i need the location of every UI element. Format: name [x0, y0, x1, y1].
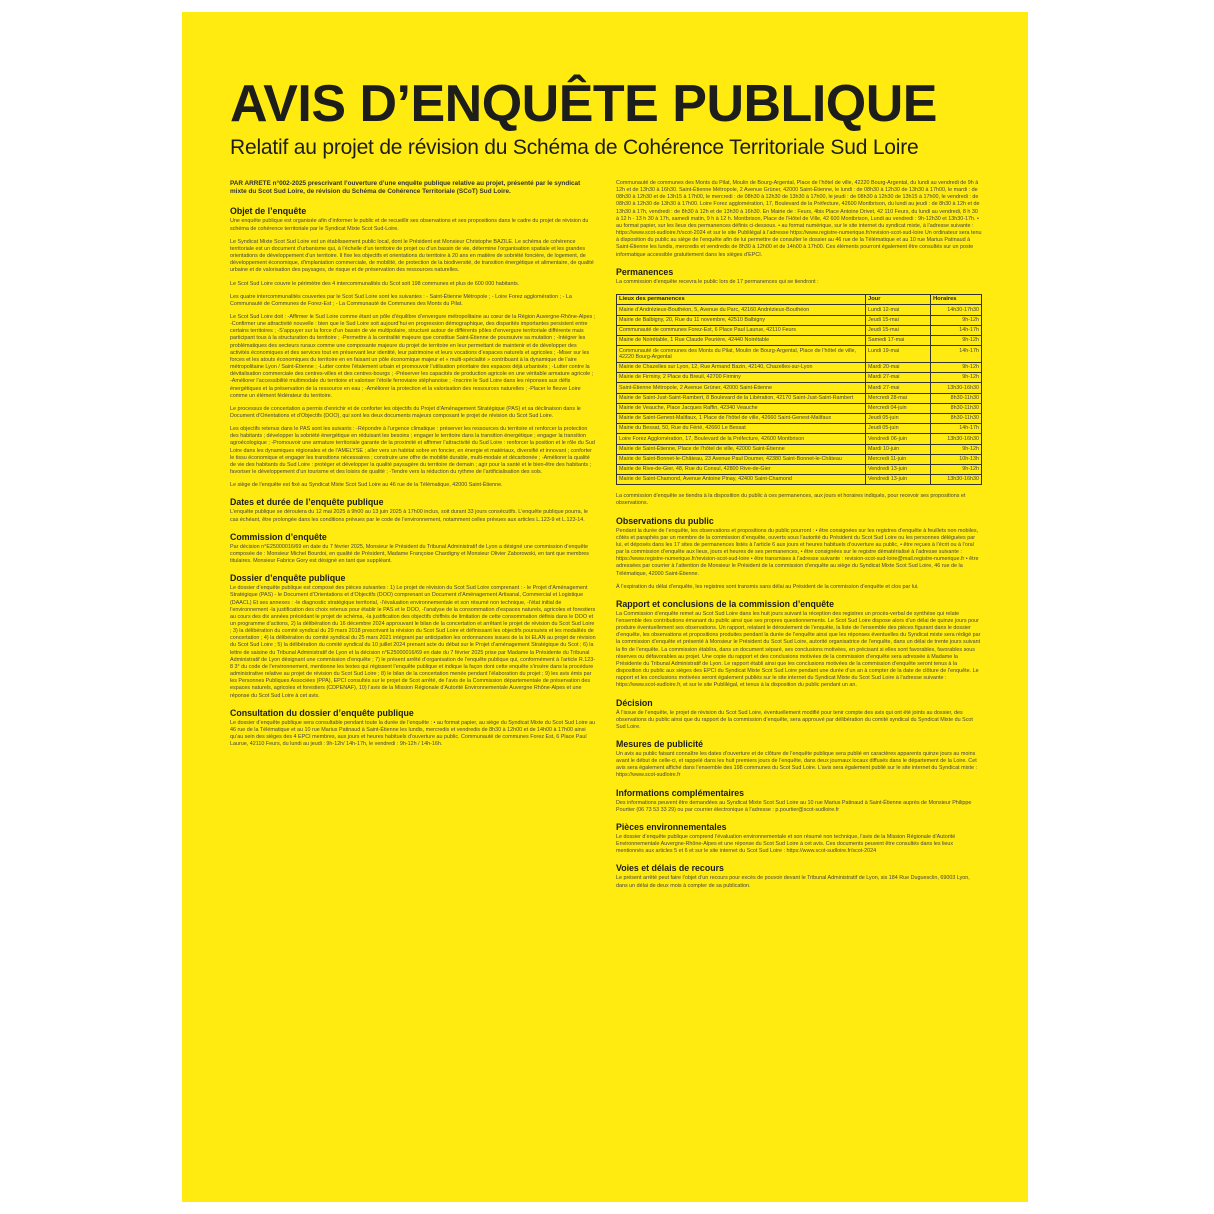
- table-row: [617, 413, 982, 423]
- table-row: [617, 434, 982, 444]
- section-paragraph: Le dossier d’enquête publique comprend l’évaluation environnementale et son résumé non technique, l’avis de la Mission Régionale d’Autorité Environnementale Auvergne-Rhône-Alpes et une réponse du Scot Sud Loire à cet avis. Ces documents peuvent être consultés dans les lieux mentionnés aux articles 5 et 6 et sur le site internet du Scot Sud Loire : https://www.scot-sudloire.fr/scot-2024: [616, 833, 956, 855]
- table-row: [617, 444, 982, 454]
- table-row: [617, 454, 982, 464]
- cell-location: Mairie de Saint-Genest-Malifaux, 1 Place de l’hôtel de ville, 42660 Saint-Genest-Malifaux: [617, 413, 866, 423]
- section-paragraph: Des informations peuvent être demandées au Syndicat Mixte Scot Sud Loire au 10 rue Marius Patinaud à Saint-Étienne auprès de Monsieur Philippe Pourtier (06 73 53 33 29) ou par courrier électronique à l’adresse : p.pourtier@scot-sudloire.fr: [616, 799, 972, 813]
- cell-day: Lundi 19-mai: [866, 346, 931, 363]
- cell-day: Mercredi 28-mai: [866, 393, 931, 403]
- permanences-body: [617, 305, 982, 485]
- section-permanences: [616, 267, 982, 286]
- section-paragraph: La commission d’enquête recevra le public lors de 17 permanences qui se tiendront :: [616, 278, 819, 285]
- cell-location: Saint-Étienne Métropole, 2 Avenue Grüner, 42000 Saint-Étienne: [617, 383, 866, 393]
- cell-location: Mairie de Balbigny, 20, Rue du 11 novembre, 42510 Balbigny: [617, 315, 866, 325]
- cell-day: Jeudi 05-juin: [866, 424, 931, 434]
- section-paragraph: La commission d’enquête se tiendra à la disposition du public à ces permanences, aux jours et horaires indiqués, pour recevoir ses propositions et observations.: [616, 493, 966, 507]
- section-decision: [616, 698, 982, 731]
- cell-hours: 9h-12h: [931, 464, 982, 474]
- cell-hours: 8h30-11h30: [931, 393, 982, 403]
- section-heading: Informations complémentaires: [616, 787, 745, 798]
- section-mesures-de-publicite: [616, 739, 982, 780]
- section-heading: Décision: [616, 697, 653, 708]
- cell-day: Mercredi 11-juin: [866, 454, 931, 464]
- cell-day: Vendredi 13-juin: [866, 464, 931, 474]
- table-row: [617, 464, 982, 474]
- table-row: [617, 393, 982, 403]
- section-rapport-et-conclusions-de-la-commission-d-enquete: [616, 599, 982, 690]
- right-column: [616, 180, 982, 1188]
- right-sections-top: [616, 180, 982, 286]
- header-location: Lieux des permanences: [617, 294, 866, 305]
- section-observations-du-public: [616, 516, 982, 591]
- cell-location: Mairie de Saint-Chamond, Avenue Antoine Pinay, 42400 Saint-Chamond: [617, 475, 866, 485]
- table-row: [617, 373, 982, 383]
- table-row: [617, 383, 982, 393]
- cell-day: Samedi 17-mai: [866, 336, 931, 346]
- cell-location: Mairie du Bessat, 50, Rue du Férié, 42660 Le Bessat: [617, 424, 866, 434]
- section-pieces-environnementales: [616, 822, 982, 855]
- section-paragraph: Le dossier d’enquête publique est composé des pièces suivantes : 1) Le projet de révision du Scot Sud Loire comprenant : - le Projet d’Aménagement Stratégique (PAS) - le Document d’Orientations et d’Objectifs (DOO) comprenant un Document d’Aménagement Artisanal, Commercial et Logistique (DAACL) Et ses annexes : -le diagnostic stratégique territorial, -l’évaluation environnementale et son résumé non technique, -l’état initial de l’environnement -la justification des choix retenus pour établir le PAS et le DOO, -l’analyse de la consommation d’espaces naturels, agricoles et forestiers au cours des dix années précédant le projet de schéma, -la justification des objectifs chiffrés de limitation de cette consommation définis dans le DOO et un programme d’actions, 2) la délibération du 16 décembre 2024 approuvant le bilan de la concertation et arrêtant le projet de révision du Scot Sud Loire ; 3) la délibération du comité syndical du 29 mars 2018 prescrivant la révision du Scot Sud Loire et définissant les objectifs poursuivis et les modalités de concertation ; 4) la délibération du comité syndical du 25 mars 2021 intégrant par anticipation les ordonnances issues de la loi ELAN au projet de révision du Scot Sud Loire ; 5) la délibération du comité syndical du 10 juillet 2024 prenant acte du débat sur le Projet d’aménagement Stratégique du Scot ; 6) la lettre de saisine du Tribunal Administratif de Lyon et la décision n°E25000016/69 en date du 7 février 2025 prise par Madame la Présidente du Tribunal Administratif de Lyon désignant une commission d’enquête ; 7) le présent arrêté d’organisation de l’enquête publique qui, conformément à l’article R.123-8 3° du code de l’environnement, mentionne les textes qui régissent l’enquête publique et indique la façon dont cette enquête s’insère dans la procédure administrative relative au projet de révision du Scot Sud Loire ; 8) le bilan de la concertation menée pendant l’élaboration du projet ; 9) les avis émis par les Personnes Publiques Associées (PPA), EPCI consultés sur le projet de Scot arrêté, de l’avis de la Commission départementale de préservation des espaces naturels, agricoles et forestiers (CDPENAF), 10) l’avis de la Mission Régionale d’Autorité Environnementale Auvergne Rhône-Alpes et une réponse du Scot Sud Loire à cet avis.: [230, 585, 596, 699]
- cell-day: Mardi 27-mai: [866, 373, 931, 383]
- cell-day: Mardi 10-juin: [866, 444, 931, 454]
- cell-hours: 9h-12h: [931, 336, 982, 346]
- section-paragraph: La Commission d’enquête remet au Scot Sud Loire dans les huit jours suivant la réception des registres un procès-verbal de synthèse qui relate l’ensemble des contributions émanant du public ainsi que ses propres questionnements. Le Scot Sud Loire dispose alors d’un délai de quinze jours pour produire éventuellement ses observations. Un rapport, relatant le déroulement de l’enquête, la liste de l’ensemble des pièces figurant dans le dossier d’enquête, les observations et propositions produites pendant la durée de l’enquête ainsi que les réponses éventuelles du Syndicat mixte sera rédigé par la commission d’enquête et présenté à Monsieur le Président du Scot Sud Loire, autorité organisatrice de l’enquête, dans un délai de trente jours suivant la fin de l’enquête. La commission établira, dans un document séparé, ses conclusions motivées, en précisant si elles sont favorables, favorables sous réserves ou défavorables au projet. Une copie du rapport et des conclusions motivées de la commission d’enquête sera adressée à Madame la Présidente du Tribunal Administratif de Lyon. Le rapport établi ainsi que les conclusions motivées de la commission d’enquête seront tenus à la disposition du public aux sièges des EPCI du Syndicat Mixte Scot Sud Loire pendant une durée d’un an à compter de la date de clôture de l’enquête. Le rapport et les conclusions motivées seront également publiés sur le site internet du Syndicat Mixte du Scot Sud Loire à l’adresse suivante : https://www.scot-sudloire.fr, et sur le site Publilégal, et tenus à la disposition du public pendant un an.: [616, 610, 981, 689]
- section-paragraph: Les objectifs retenus dans le PAS sont les suivants : -Répondre à l’urgence climatique : préserver les ressources du territoire et renforcer la protection des habitants ; développer la sobriété énergétique en réduisant les besoins ; engager le territoire dans la transition énergétique ; engager la transition agroécologique ; -Promouvoir une armature territoriale garante de la proximité et affirmer l’attractivité du Sud Loire : renforcer la position et le rôle du Sud Loire dans les dynamiques régionales et de l’AMELYSE ; aller vers un habitat sobre en foncier, en énergie et matériaux, diversifié et innovant ; conforter le tissu économique et engager les transitions nécessaires ; construire une offre de mobilité durable, multi-modale et décarbonée ; -Améliorer la qualité de vie des habitants du Sud Loire : protéger et développer la qualité paysagère du territoire de demain ; agir pour la santé et le bien-être des habitants ; favoriser le développement d’un tourisme et des loisirs de qualité ; -Tendre vers la réduction du rythme de l’artificialisation des sols.: [230, 426, 595, 476]
- section-heading: Rapport et conclusions de la commission d’enquête: [616, 598, 835, 609]
- cell-location: Communauté de communes des Monts du Pilat, Moulin de Bourg-Argental, Place de l’hôtel de ville, 42220 Bourg-Argental: [617, 346, 866, 363]
- cell-location: Mairie de Saint-Étienne, Place de l’hôtel de ville, 42000 Saint-Étienne: [617, 444, 866, 454]
- section-heading: Consultation du dossier d’enquête publique: [230, 707, 414, 718]
- notice-columns: [230, 180, 982, 1188]
- cell-day: Lundi 12-mai: [866, 305, 931, 315]
- cell-location: Communauté de communes Forez-Est, 6 Place Paul Laurue, 42110 Feurs: [617, 325, 866, 335]
- section-paragraph: Le Scot Sud Loire doit : -Affirmer le Sud Loire comme étant un pôle d’équilibre d’envergure métropolitaine au cœur de la Région Auvergne-Rhône-Alpes ; -Confirmer une attractivité nouvelle : bien que le Sud Loire soit aujourd’hui en progression démographique, des disparités importantes persistent entre certains territoires ; -S’appuyer sur la force d’un bassin de vie multipolaire, structuré autour de différents pôles d’envergure territoriale différente mais participant tous à la structuration du territoire ; -Permettre à la centralité majeure que constitue Saint-Étienne de poursuivre sa mutation ; -Intégrer les problématiques des secteurs ruraux comme une composante majeure du projet de territoire en leur permettant de maintenir et de développer des activités économiques et des services tout en préservant leur identité, leur patrimoine et leurs vocations d’espaces naturels et agricoles ; -Miser sur les forces et les atouts économiques du territoire en en faisant un pôle économique majeur et « multi-spécialité » contribuant à la dynamique de l’aire métropolitaine Lyon / Saint-Étienne ; -Lutter contre l’étalement urbain et promouvoir l’utilisation prioritaire des espaces déjà urbanisés ; -Lutter contre la dévitalisation commerciale des centres-villes et des centres-bourgs ; -Préserver les capacités de production agricole en une véritable armature agricole ; -Améliorer l’accessibilité multimodale du territoire et valoriser l’étoile ferroviaire stéphanoise ; -Inscrire le Sud Loire dans les réponses aux défis énergétiques et la préservation de la ressource en eau ; -Améliorer la protection et la valorisation des ressources naturelles ; -Placer le fleuve Loire comme un élément fédérateur du territoire.: [230, 313, 596, 399]
- crop-mark: [182, 1196, 188, 1202]
- cell-hours: 9h-12h: [931, 363, 982, 373]
- section-paragraph: L’enquête publique se déroulera du 12 mai 2025 à 9h00 au 13 juin 2025 à 17h00 inclus, soit durant 33 jours consécutifs. L’enquête publique pourra, le cas échéant, être prolongée dans les conditions prévues par le code de l’environnement, notamment celles prévues aux articles L.123-9 et L.123-14.: [230, 509, 588, 523]
- section-heading: Mesures de publicité: [616, 739, 704, 749]
- table-row: [617, 475, 982, 485]
- section-dossier-d-enquete-publique: [230, 573, 596, 700]
- cell-hours: 9h-12h: [931, 444, 982, 454]
- section-paragraph: Communauté de communes des Monts du Pilat, Moulin de Bourg-Argental, Place de l’hôtel de ville, 42220 Bourg-Argental, du lundi au vendredi de 9h à 12h et de 13h30 à 16h30. Saint-Étienne Métropole, 2 Avenue Grüner, 42000 Saint-Étienne, le lundi : de 08h30 à 12h30 de 13h30 à 17h00, le mardi : de 08h30 à 12h30 et de 13h15 à 17h00, le mercredi : de 08h30 à 12h30 de 13h30 à 17h00, le jeudi : de 08h30 à 12h30 de 13h15 à 17h00, le vendredi : de 08h30 à 12h30 de 13h30 à 17h00. Loire Forez agglomération, 17, Boulevard de la Préfecture, 42600 Montbrison, du lundi au jeudi : de 8h30 à 12h et de 13h30 à 17h, vendredi : de 8h30 à 12h et de 13h30 à 16h30. En Mairie de : Feurs, 4bis Place Antoine Drivet, 42 110 Feurs, du lundi au vendredi, 8 h 30 à 12 h - 13 h 30 à 17h, samedi matin, 9 h à 12 h. Montbrison, Place de l’Hôtel de Ville, 42 600 Montbrison, Lundi au vendredi : 9h-12h30 et 13h30-17h. • au format papier, sur les lieux des permanences définis ci-dessous. • au format numérique, sur le site internet du syndicat mixte, à l’adresse suivante : https://www.scot-sudloire.fr/scot-2024 et sur le site Publilégal à l’adresse https://www.registre-numerique.fr/revision-scot-sud-loire Un ordinateur sera tenu à disposition du public au siège de l’enquête afin de lui permettre de consulter le dossier au 46 rue de la Télématique et au 10 rue Marius Patinaud à Saint-Étienne les lundis, mercredis et vendredis de 8h30 à 12h00 et de 14h00 à 17h00. Ces éléments pourront également être consultés sur un poste informatique accessible gratuitement dans les sièges d’EPCI.: [616, 180, 982, 258]
- cell-day: Jeudi 05-juin: [866, 413, 931, 423]
- cell-day: Vendredi 06-juin: [866, 434, 931, 444]
- cell-location: Mairie d’Andrézieux-Bouthéon, 5, Avenue du Parc, 42160 Andrézieux-Bouthéon: [617, 305, 866, 315]
- cell-hours: 14h-17h: [931, 424, 982, 434]
- cell-day: Mardi 27-mai: [866, 383, 931, 393]
- section-heading: Dossier d’enquête publique: [230, 573, 346, 584]
- cell-location: Loire Forez Agglomération, 17, Boulevard de la Préfecture, 42600 Montbrison: [617, 434, 866, 444]
- cell-hours: 8h30-11h30: [931, 413, 982, 423]
- cell-hours: 14h-17h: [931, 346, 982, 363]
- table-row: [617, 346, 982, 363]
- section-paragraph: Une enquête publique est organisée afin d’informer le public et de recueillir ses observations et ses propositions dans le cadre du projet de révision du schéma de cohérence territoriale par le Syndicat Mixte Scot Sud-Loire.: [230, 218, 589, 232]
- table-row: [617, 305, 982, 315]
- section-paragraph: À l’expiration du délai d’enquête, les registres sont transmis sans délai au Président de la commission d’enquête et clos par lui.: [616, 583, 919, 590]
- section-text: [616, 180, 982, 259]
- table-row: [617, 315, 982, 325]
- table-row: [617, 325, 982, 335]
- cell-location: Mairie de Firminy, 2 Place du Breuil, 42700 Firminy: [617, 373, 866, 383]
- crop-mark: [1022, 12, 1028, 18]
- cell-location: Mairie de Veauche, Place Jacques Raffin, 42340 Veauche: [617, 403, 866, 413]
- cell-day: Mardi 20-mai: [866, 363, 931, 373]
- section-commission-d-enquete: [230, 532, 596, 565]
- section-voies-et-delais-de-recours: [616, 863, 982, 889]
- cell-hours: 10h-13h: [931, 454, 982, 464]
- table-row: [617, 403, 982, 413]
- section-paragraph: Un avis au public faisant connaître les dates d’ouverture et de clôture de l’enquête publique sera publié en caractères apparents quinze jours au moins avant le début de celle-ci, et rappelé dans les huit premiers jours de l’enquête, dans deux journaux locaux diffusés dans le département de la Loire. Cet avis sera également affiché dans l’ensemble des 198 communes du Scot Sud Loire. L’avis sera également publié sur le site internet du Syndicat mixte : https://www.scot-sudloire.fr: [616, 751, 977, 779]
- section-heading: Commission d’enquête: [230, 531, 327, 542]
- section-objet-de-l-enquete: [230, 206, 596, 489]
- section-paragraph: Le processus de concertation a permis d’enrichir et de conforter les objectifs du Projet d’Aménagement Stratégique (PAS) et sa déclinaison dans le Document d’Orientations et d’Objectifs (DOO), qui sont les deux documents majeurs composant le projet de révision du Scot Sud Loire.: [230, 405, 581, 419]
- cell-hours: 9h-12h: [931, 315, 982, 325]
- section-heading: Permanences: [616, 266, 674, 277]
- cell-hours: 13h30-16h30: [931, 434, 982, 444]
- section-informations-complementaires: [616, 788, 982, 814]
- section-paragraph: Le Scot Sud Loire couvre le périmètre des 4 intercommunalités du Scot soit 198 communes et plus de 600 000 habitants.: [230, 280, 520, 287]
- notice-title: AVIS D’ENQUÊTE PUBLIQUE: [230, 75, 937, 133]
- notice-subtitle: Relatif au projet de révision du Schéma de Cohérence Territoriale Sud Loire: [230, 136, 919, 159]
- section-text: [616, 493, 982, 507]
- section-paragraph: Par décision n°E25000016/69 en date du 7 février 2025, Monsieur le Président du Tribunal Administratif de Lyon a désigné une commission d’enquête composée de : Monsieur Michel Bourdoi, en qualité de Président, Madame Françoise Chardigny et Monsieur Olivier Zaborowski, en tant que membres titulaires. Monsieur Fabrice Gory est désigné en tant que suppléant.: [230, 543, 589, 565]
- permanences-table: [616, 294, 982, 485]
- right-sections-bottom: [616, 493, 982, 889]
- intro-paragraph: PAR ARRÊTÉ n°002-2025 prescrivant l’ouverture d’une enquête publique relative au projet, présenté par le syndicat mixte du Scot Sud Loire, de révision du Schéma de Cohérence Territoriale (SCoT) Sud Loire.: [230, 180, 581, 196]
- cell-hours: 14h-17h: [931, 325, 982, 335]
- section-paragraph: Le Syndicat Mixte Scot Sud Loire est un établissement public local, dont le Président est Monsieur Christophe BAZILE. Le schéma de cohérence territoriale est un document d’urbanisme qui, à l’échelle d’un territoire de projet ou d’un bassin de vie, détermine l’organisation spatiale et les grandes orientations de développement d’un territoire. Il fixe les objectifs et orientations du territoire à 20 ans en matière de sobriété foncière, de logement, de développement économique, d’implantation commerciale, de mobilité, de protection de la biodiversité, de transition énergétique et alimentaire, de qualité urbaine et de valorisation des paysages, de risque et de préservation des ressources naturelles.: [230, 238, 594, 274]
- section-paragraph: Le présent arrêté peut faire l’objet d’un recours pour excès de pouvoir devant le Tribunal Administratif de Lyon, sis 184 Rue Duguesclin, 69003 Lyon, dans un délai de deux mois à compter de sa publication.: [616, 875, 970, 889]
- section-heading: Voies et délais de recours: [616, 863, 724, 874]
- cell-day: Vendredi 13-juin: [866, 475, 931, 485]
- table-row: [617, 336, 982, 346]
- left-sections: [230, 206, 596, 748]
- cell-location: Mairie de Saint-Bonnet-le-Château, 23 Avenue Paul Doumer, 42380 Saint-Bonnet-le-Château: [617, 454, 866, 464]
- section-heading: Objet de l’enquête: [230, 206, 307, 217]
- section-paragraph: Les quatre intercommunalités couvertes par le Scot Sud Loire sont les suivantes : - Saint-Étienne Métropole ; - Loire Forez agglomération ; - La Communauté de Communes de Forez-Est ; - La Communauté de Communes des Monts du Pilat.: [230, 293, 572, 307]
- header-hours: Horaires: [931, 294, 982, 305]
- crop-mark: [1022, 1196, 1028, 1202]
- section-dates-et-duree-de-l-enquete-publique: [230, 497, 596, 523]
- crop-mark: [182, 12, 188, 18]
- section-paragraph: Pendant la durée de l’enquête, les observations et propositions du public pourront : • être consignées sur les registres d’enquête à feuillets non mobiles, côtés et paraphés par un membre de la commission d’enquête, ouverts sous l’autorité du Président du Scot Sud Loire ou les personnes déléguées par lui, et déposés dans les 17 sites de permanences listés à l’article 6 aux jours et heures habituels d’ouverture au public, • être reçues à l’écrit ou à l’oral par la commission d’enquête aux lieux, jours et heures de ses permanences, • être consignées sur le registre dématérialisé à l’adresse suivante : https://www.registre-numerique.fr/revision-scot-sud-loire • être transmises à l’adresse suivante : revision-scot-sud-loire@mail.registre-numerique.fr • être adressées par courrier à l’attention de Monsieur le Président de la commission d’enquête au siège du Syndicat Mixte Scot Sud Loire, 46 rue de la Télématique, 42000 Saint-Étienne.: [616, 527, 979, 577]
- section-heading: Pièces environnementales: [616, 821, 727, 832]
- cell-hours: 13h30-16h30: [931, 383, 982, 393]
- cell-location: Mairie de Saint-Just-Saint-Rambert, 8 Boulevard de la Libération, 42170 Saint-Just-Saint-Rambert: [617, 393, 866, 403]
- cell-hours: 14h30-17h30: [931, 305, 982, 315]
- table-row: [617, 424, 982, 434]
- section-consultation-du-dossier-d-enquete-publique: [230, 708, 596, 749]
- cell-location: Mairie de Chazelles sur Lyon, 12, Rue Armand Bazin, 42140, Chazelles-sur-Lyon: [617, 363, 866, 373]
- cell-hours: 13h30-16h30: [931, 475, 982, 485]
- table-row: [617, 363, 982, 373]
- notice-poster: [182, 12, 1028, 1202]
- section-heading: Dates et durée de l’enquête publique: [230, 497, 384, 508]
- cell-day: Mercredi 04-juin: [866, 403, 931, 413]
- cell-hours: 8h30-11h30: [931, 403, 982, 413]
- permanences-header-row: [617, 294, 982, 305]
- cell-day: Jeudi 15-mai: [866, 315, 931, 325]
- cell-location: Mairie de Noirétable, 1 Rue Claude Peurière, 42440 Noirétable: [617, 336, 866, 346]
- section-heading: Observations du public: [616, 515, 714, 526]
- cell-location: Mairie de Rive-de-Gier, 48, Rue du Consul, 42800 Rive-de-Gier: [617, 464, 866, 474]
- section-paragraph: Le dossier d’enquête publique sera consultable pendant toute la durée de l’enquête : • au format papier, au siège du Syndicat Mixte du Scot Sud Loire au 46 rue de la Télématique et au 10 rue Marius Patinaud à Saint-Étienne les lundis, mercredis et vendredis de 8h30 à 12h00 et de 14h00 à 17h00 ainsi qu’au sein des sièges des 4 EPCI membres, aux jours et heures habituels d’ouverture au public. Communauté de communes Forez Est, 6 Place Paul Laurue, 42110 Feurs, du lundi au jeudi : 9h-12h/ 14h-17h, le vendredi : 9h-12h / 14h-16h.: [230, 719, 596, 748]
- cell-day: Jeudi 15-mai: [866, 325, 931, 335]
- left-column: [230, 180, 596, 1188]
- section-paragraph: Le siège de l’enquête est fixé au Syndicat Mixte Scot Sud Loire au 46 rue de la Télématique, 42000 Saint-Étienne.: [230, 482, 503, 489]
- cell-hours: 9h-12h: [931, 373, 982, 383]
- header-day: Jour: [866, 294, 931, 305]
- section-paragraph: À l’issue de l’enquête, le projet de révision du Scot Sud Loire, éventuellement modifié pour tenir compte des avis qui ont été joints au dossier, des observations du public ainsi que du rapport de la commission d’enquête, sera approuvé par délibération du comité syndical du Syndicat Mixte du Scot Sud Loire.: [616, 709, 973, 730]
